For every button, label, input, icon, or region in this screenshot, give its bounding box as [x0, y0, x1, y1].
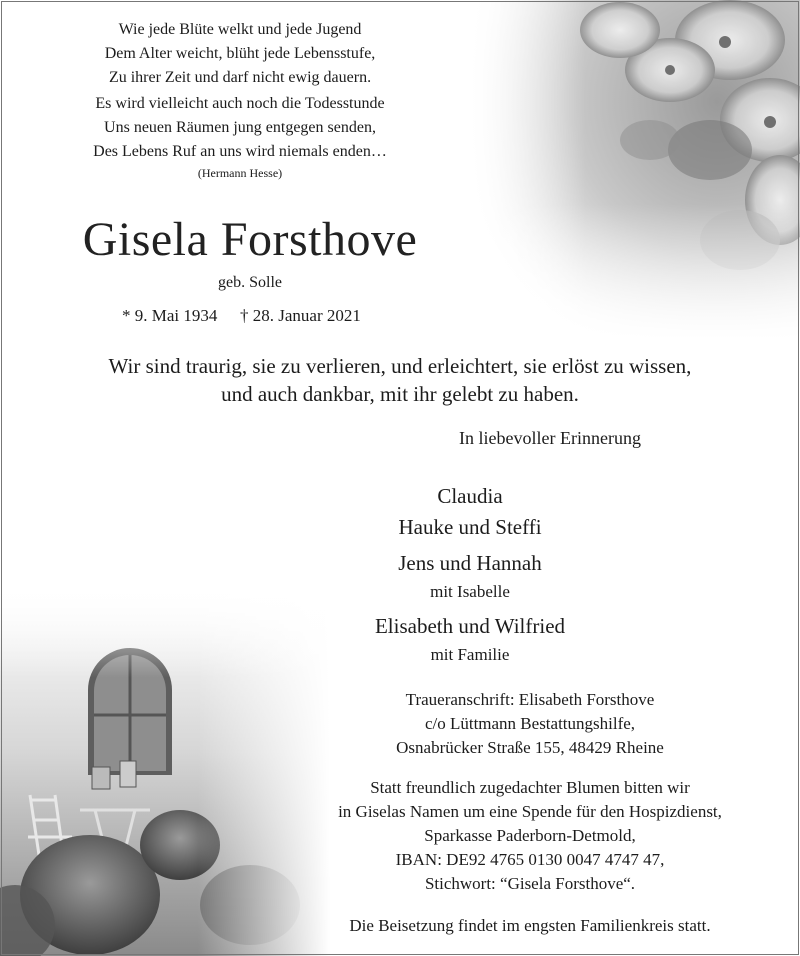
family-member: Hauke und Steffi	[398, 515, 542, 539]
maiden-name: geb. Solle	[218, 274, 282, 291]
donation-line: IBAN: DE92 4765 0130 0047 4747 47,	[395, 850, 665, 869]
mourning-address	[350, 688, 710, 760]
memory-line: In liebevoller Erinnerung	[459, 428, 641, 448]
family-member: Claudia	[437, 484, 503, 508]
funeral-note: Die Beisetzung findet im engsten Familienkreis statt.	[349, 916, 711, 935]
family-member: Jens und Hannah	[398, 551, 542, 575]
donation-line: Statt freundlich zugedachter Blumen bitten wir	[370, 778, 690, 797]
poem-line: Des Lebens Ruf an uns wird niemals enden…	[93, 143, 387, 160]
birth-date: * 9. Mai 1934	[122, 306, 218, 325]
poem-line: Wie jede Blüte welkt und jede Jugend	[118, 21, 362, 38]
address-line: Osnabrücker Straße 155, 48429 Rheine	[396, 738, 664, 757]
quote-line: und auch dankbar, mit ihr gelebt zu haben.	[221, 382, 579, 406]
donation-request	[290, 776, 770, 896]
donation-line: Stichwort: “Gisela Forsthove“.	[424, 874, 636, 893]
address-line: Traueranschrift: Elisabeth Forsthove	[405, 690, 655, 709]
poem-line: Uns neuen Räumen jung entgegen senden,	[104, 119, 376, 136]
death-date: † 28. Januar 2021	[240, 306, 361, 325]
donation-line: Sparkasse Paderborn-Detmold,	[424, 826, 636, 845]
mourning-quote	[40, 352, 760, 408]
family-member: Elisabeth und Wilfried	[374, 614, 566, 638]
family-member-sub: mit Familie	[430, 645, 510, 664]
address-line: c/o Lüttmann Bestattungshilfe,	[424, 714, 636, 733]
poem-line: Es wird vielleicht auch noch die Todesstunde	[95, 95, 385, 112]
flowers-photo	[470, 0, 800, 340]
quote-line: Wir sind traurig, sie zu verlieren, und erleichtert, sie erlöst zu wissen,	[108, 354, 692, 378]
poem-line: Zu ihrer Zeit und darf nicht ewig dauern.	[108, 69, 372, 86]
poem-source: (Hermann Hesse)	[197, 166, 283, 180]
family-member-sub: mit Isabelle	[430, 582, 510, 601]
poem-stanza-1	[40, 18, 440, 90]
donation-line: in Giselas Namen um eine Spende für den Hospizdienst,	[338, 802, 722, 821]
poem-stanza-2	[40, 92, 440, 164]
poem-line: Dem Alter weicht, blüht jede Lebensstufe,	[104, 45, 376, 62]
deceased-name: Gisela Forsthove	[82, 213, 418, 266]
garden-photo	[0, 585, 330, 956]
